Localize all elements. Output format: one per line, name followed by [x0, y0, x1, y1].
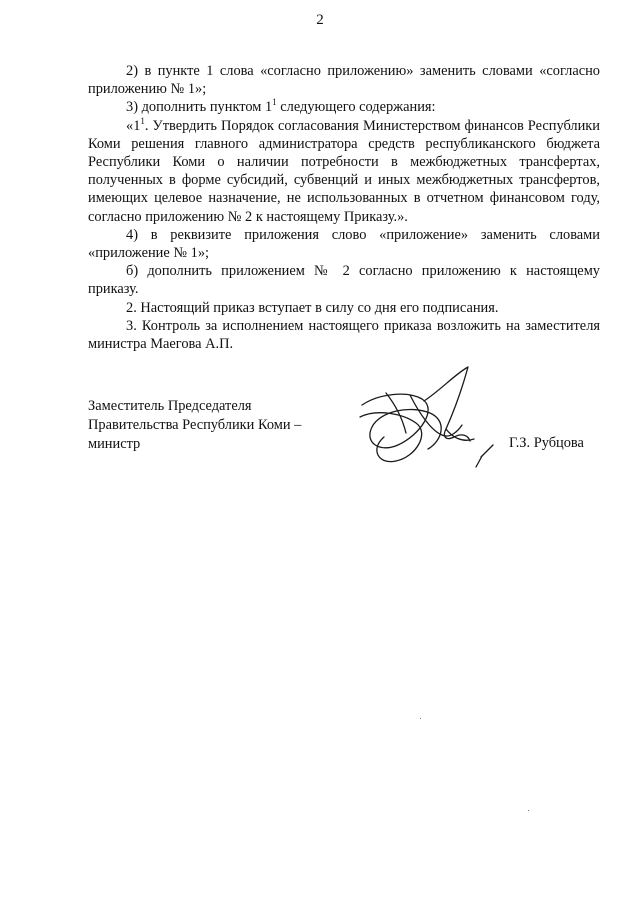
signatory-name: Г.З. Рубцова [509, 435, 584, 451]
scan-speck [528, 810, 529, 811]
superscript-marker: 1 [272, 97, 277, 108]
paragraph-item-3-text-start: 3) дополнить пунктом 1 [126, 99, 273, 116]
page-number: 2 [316, 12, 324, 28]
superscript-marker: 1 [140, 115, 145, 126]
signatory-position-line: министр [88, 436, 141, 452]
paragraph-item-3-text-end: следующего содержания: [276, 99, 436, 116]
paragraph-item-6: б) дополнить приложением № 2 согласно приложению к настоящему приказу. [88, 263, 600, 298]
paragraph-new-point [88, 117, 600, 226]
handwritten-signature [350, 365, 500, 475]
paragraph-item-4: 4) в реквизите приложения слово «приложение» заменить словами «приложение № 1»; [88, 226, 600, 262]
paragraph-effective-date: 2. Настоящий приказ вступает в силу со дня его подписания. [126, 299, 499, 316]
new-point-text-body: . Утвердить Порядок согласования Министерством финансов Республики Коми решения главного администратора средств республиканского бюджета Республики Коми о наличии потребности в межбюджетных трансфертах, полученных в форме субсидий, субвенций и иных межбюджетных трансфертов, имеющих целевое назначение, не использованных в отчетном финансовом году, согласно приложению № 2 к настоящему Приказу.». [88, 117, 600, 225]
paragraph-item-2: 2) в пункте 1 слова «согласно приложению» заменить словами «согласно приложению № 1»; [88, 63, 600, 98]
signatory-position-line: Заместитель Председателя [88, 398, 252, 414]
paragraph-control: 3. Контроль за исполнением настоящего приказа возложить на заместителя министра Маегова А.П. [88, 317, 600, 353]
new-point-text-start: «1 [126, 117, 141, 134]
document-body [88, 62, 600, 353]
paragraph-item-3 [88, 98, 600, 116]
scan-speck [420, 718, 421, 719]
signatory-position-line: Правительства Республики Коми – [88, 417, 302, 433]
signatory-position [88, 397, 348, 454]
